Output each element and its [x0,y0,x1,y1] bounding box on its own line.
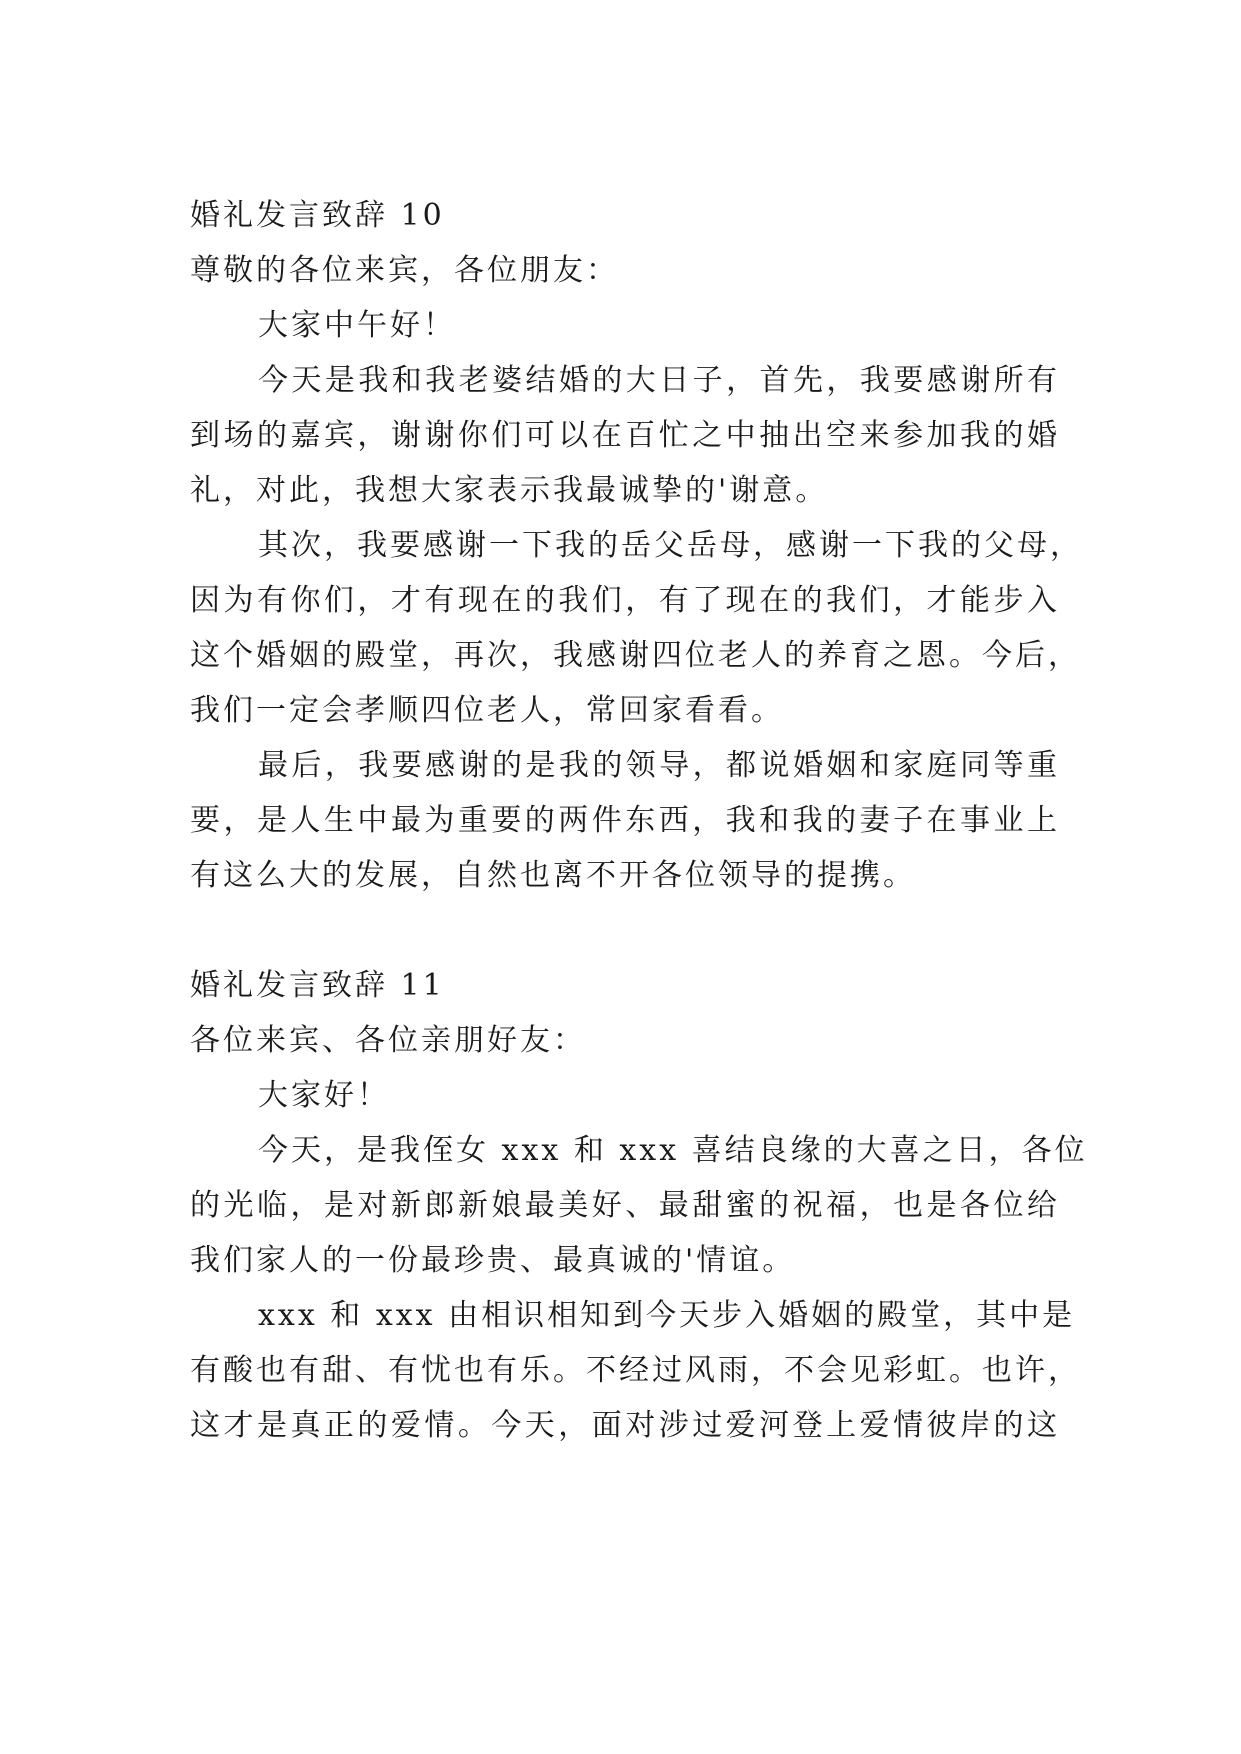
greeting: 大家中午好！ [258,308,456,343]
paragraph-line: 因为有你们，才有现在的我们，有了现在的我们，才能步入 [190,583,1060,618]
greeting: 大家好！ [258,1078,390,1113]
paragraph-line: 其次，我要感谢一下我的岳父岳母，感谢一下我的父母， [258,528,1083,563]
paragraph-line: 到场的嘉宾，谢谢你们可以在百忙之中抽出空来参加我的婚 [190,418,1060,453]
paragraph-line: 有这么大的发展，自然也离不开各位领导的提携。 [190,858,916,893]
section-title: 婚礼发言致辞 10 [190,198,445,233]
paragraph-line: 这个婚姻的殿堂，再次，我感谢四位老人的养育之恩。今后， [190,638,1081,673]
paragraph-line: 有酸也有甜、有忧也有乐。不经过风雨，不会见彩虹。也许， [190,1353,1081,1388]
paragraph-line: 这才是真正的爱情。今天，面对涉过爱河登上爱情彼岸的这 [190,1408,1060,1443]
paragraph-line: 今天，是我侄女 xxx 和 xxx 喜结良缘的大喜之日，各位 [258,1133,1088,1168]
paragraph-line: 的光临，是对新郎新娘最美好、最甜蜜的祝福，也是各位给 [190,1188,1060,1223]
paragraph-line: 要，是人生中最为重要的两件东西，我和我的妻子在事业上 [190,803,1060,838]
salutation: 尊敬的各位来宾，各位朋友： [190,253,619,288]
paragraph-line: xxx 和 xxx 由相识相知到今天步入婚姻的殿堂，其中是 [258,1298,1076,1333]
section-title: 婚礼发言致辞 11 [190,968,445,1003]
paragraph-line: 礼，对此，我想大家表示我最诚挚的'谢意。 [190,473,829,508]
salutation: 各位来宾、各位亲朋好友： [190,1023,586,1058]
paragraph-line: 我们家人的一份最珍贵、最真诚的'情谊。 [190,1243,796,1278]
paragraph-line: 今天是我和我老婆结婚的大日子，首先，我要感谢所有 [258,363,1060,398]
paragraph-line: 最后，我要感谢的是我的领导，都说婚姻和家庭同等重 [258,748,1060,783]
paragraph-line: 我们一定会孝顺四位老人，常回家看看。 [190,693,784,728]
